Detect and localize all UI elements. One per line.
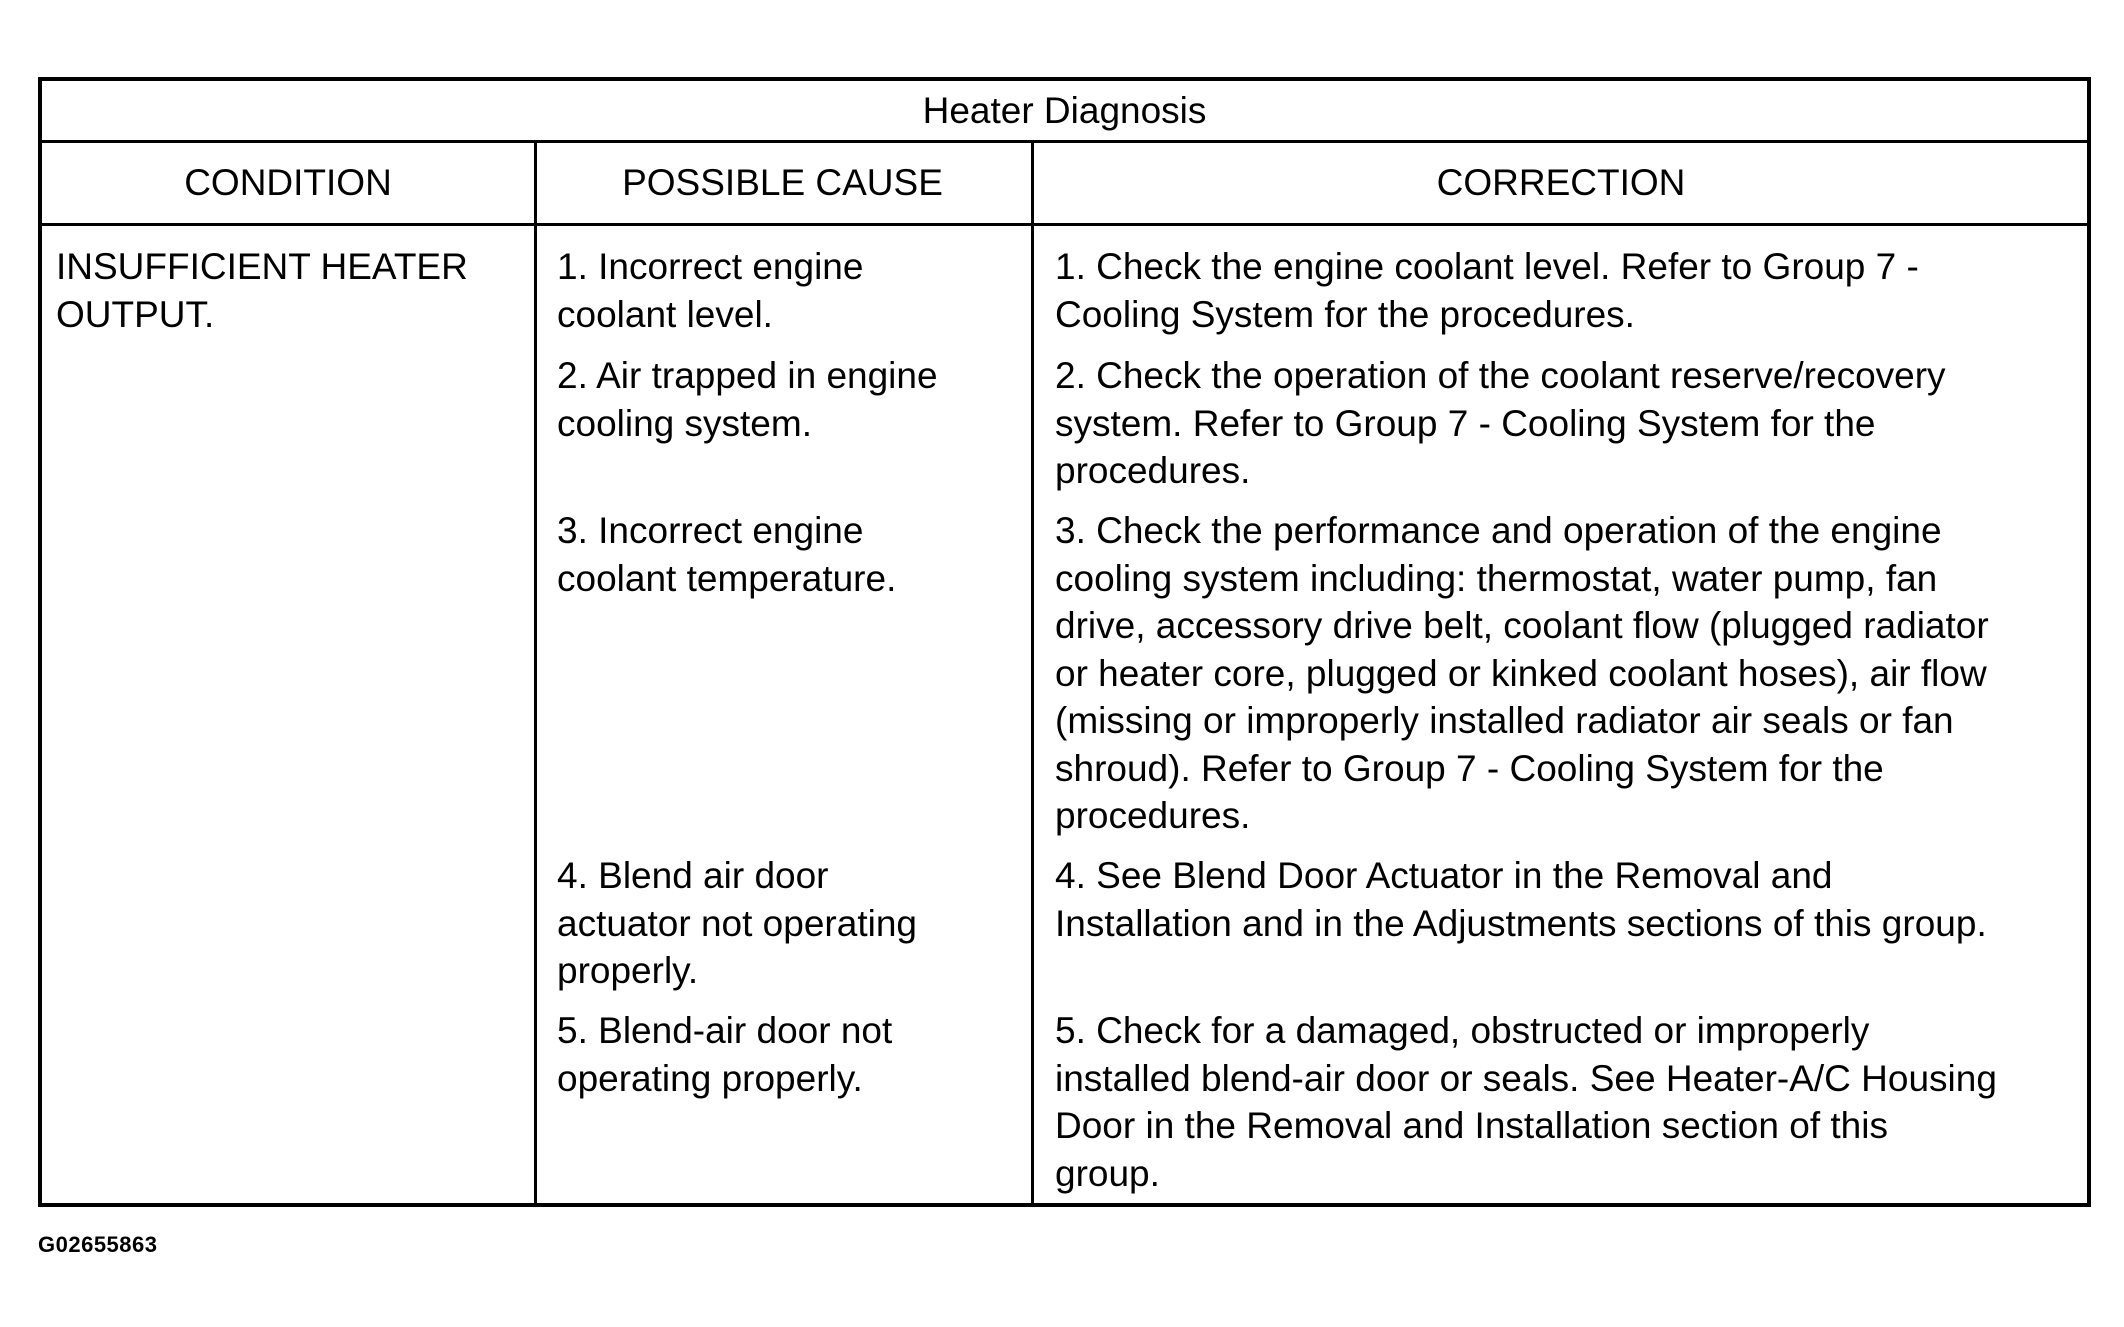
- cause-cell: 2. Air trapped in engine cooling system.: [557, 355, 938, 444]
- correction-cell: 2. Check the operation of the coolant reserve/recovery system. Refer to Group 7 - Cooling System for the procedures.: [1055, 355, 1946, 491]
- header-correction: CORRECTION: [1436, 162, 1686, 203]
- table-title: Heater Diagnosis: [42, 81, 2087, 143]
- cause-cell: 3. Incorrect engine coolant temperature.: [557, 510, 897, 599]
- correction-cell: 4. See Blend Door Actuator in the Removal and Installation and in the Adjustments sections of this group.: [1055, 855, 1987, 944]
- figure-id: G02655863: [38, 1232, 158, 1257]
- condition-cell: INSUFFICIENT HEATER OUTPUT.: [56, 246, 468, 335]
- header-condition: CONDITION: [184, 162, 392, 203]
- cause-cell: 1. Incorrect engine coolant level.: [557, 246, 864, 335]
- correction-cell: 5. Check for a damaged, obstructed or improperly installed blend-air door or seals. See Heater-A/C Housing Door in the Removal and Installation section of this group.: [1055, 1010, 1997, 1194]
- cause-cell: 5. Blend-air door not operating properly.: [557, 1010, 893, 1099]
- header-possible-cause: POSSIBLE CAUSE: [622, 162, 943, 203]
- correction-cell: 3. Check the performance and operation of the engine cooling system including: thermostat, water pump, fan drive, accessory drive belt, coolant flow (plugged radiator or heater core, plugged or kinked coolant hoses), air flow (missing or improperly installed radiator air seals or fan shroud). Refer to Group 7 - Cooling System for the procedures.: [1055, 510, 1989, 836]
- cause-cell: 4. Blend air door actuator not operating properly.: [557, 855, 917, 991]
- column-divider: [534, 143, 537, 1203]
- heater-diagnosis-table: [38, 77, 2091, 1207]
- column-divider: [1031, 143, 1034, 1203]
- header-row: [42, 143, 2087, 226]
- correction-cell: 1. Check the engine coolant level. Refer to Group 7 - Cooling System for the procedures.: [1055, 246, 1919, 335]
